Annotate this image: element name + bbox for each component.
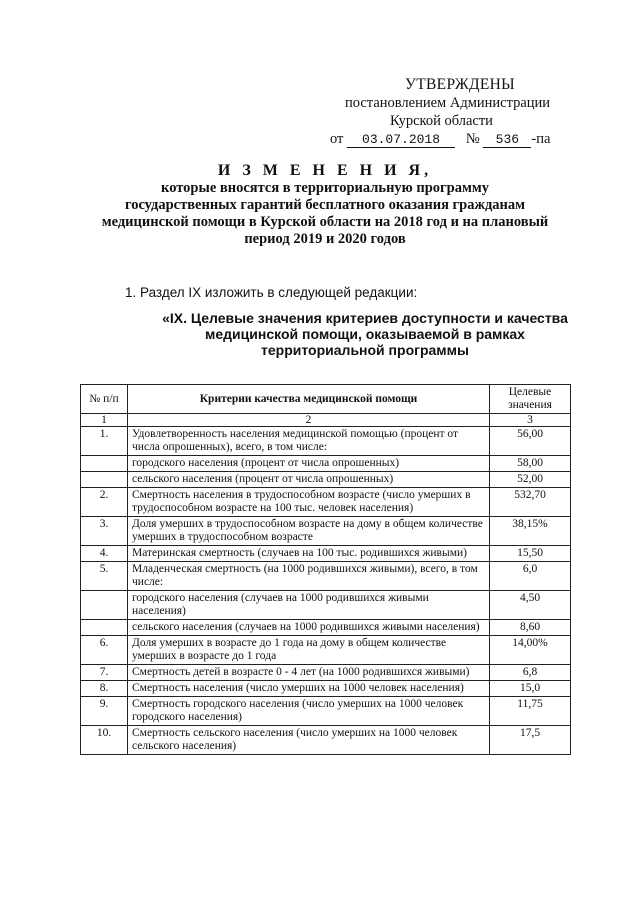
row-num: 2.: [81, 488, 128, 517]
table-row: [81, 726, 571, 755]
row-num: 5.: [81, 562, 128, 591]
heading-line: государственных гарантий бесплатного оказания гражданам: [124, 197, 526, 213]
approval-number-label: №: [465, 131, 480, 147]
row-criterion: городского населения (случаев на 1000 родившихся живыми населения): [128, 591, 490, 620]
table-row: [81, 517, 571, 546]
table-row: [81, 681, 571, 697]
row-num: [81, 472, 128, 488]
row-value: 4,50: [490, 591, 571, 620]
row-num: 3.: [81, 517, 128, 546]
approval-number: 536: [483, 132, 531, 148]
row-value: 6,8: [490, 665, 571, 681]
row-value: 14,00%: [490, 636, 571, 665]
row-criterion: Доля умерших в возрасте до 1 года на дому в общем количестве умерших в возрасте до 1 года: [128, 636, 490, 665]
heading-line: которые вносятся в территориальную программу: [161, 180, 489, 196]
heading-title: И З М Е Н Е Н И Я,: [217, 162, 433, 179]
row-num: [81, 591, 128, 620]
table-row: [81, 591, 571, 620]
table-row: [81, 620, 571, 636]
row-criterion: Смертность сельского населения (число умерших на 1000 человек сельского населения): [128, 726, 490, 755]
header-num: № п/п: [81, 385, 128, 414]
row-value: 15,50: [490, 546, 571, 562]
row-value: 56,00: [490, 427, 571, 456]
table-row: [81, 427, 571, 456]
row-num: 9.: [81, 697, 128, 726]
index-cell: 3: [490, 414, 571, 427]
row-num: [81, 456, 128, 472]
approval-from-label: от: [330, 131, 344, 147]
row-value: 6,0: [490, 562, 571, 591]
index-cell: 1: [81, 414, 128, 427]
approval-suffix: -па: [531, 131, 551, 147]
table-header-row: [81, 385, 571, 414]
document-heading: [80, 162, 570, 248]
heading-line: медицинской помощи в Курской области на 2018 год и на плановый: [101, 214, 549, 230]
row-num: 1.: [81, 427, 128, 456]
item-1-text: 1. Раздел IX изложить в следующей редакции:: [125, 285, 418, 300]
approval-date: 03.07.2018: [347, 132, 455, 148]
heading-line: период 2019 и 2020 годов: [244, 231, 406, 247]
header-value: Целевые значения: [490, 385, 571, 414]
table-row: [81, 472, 571, 488]
row-num: 4.: [81, 546, 128, 562]
row-value: 15,0: [490, 681, 571, 697]
section-title-line: медицинской помощи, оказываемой в рамках: [205, 326, 525, 342]
approval-date-line: [330, 130, 590, 148]
row-num: 6.: [81, 636, 128, 665]
approval-line-2: постановлением Администрации: [345, 95, 551, 111]
approval-title: УТВЕРЖДЕНЫ: [405, 76, 515, 93]
section-title-line: территориальной программы: [261, 342, 469, 358]
table-row: [81, 456, 571, 472]
table-row: [81, 488, 571, 517]
row-criterion: Материнская смертность (случаев на 100 тыс. родившихся живыми): [128, 546, 490, 562]
row-criterion: Удовлетворенность населения медицинской помощью (процент от числа опрошенных), всего, в том числе:: [128, 427, 490, 456]
row-value: 8,60: [490, 620, 571, 636]
row-num: 7.: [81, 665, 128, 681]
section-title-line: «IX. Целевые значения критериев доступности и качества: [162, 310, 568, 326]
table-row: [81, 562, 571, 591]
row-value: 52,00: [490, 472, 571, 488]
row-num: 10.: [81, 726, 128, 755]
row-criterion: Смертность населения (число умерших на 1000 человек населения): [128, 681, 490, 697]
section-title: [150, 310, 580, 358]
table-row: [81, 665, 571, 681]
table-body: [81, 427, 571, 755]
row-value: 38,15%: [490, 517, 571, 546]
row-value: 17,5: [490, 726, 571, 755]
row-num: [81, 620, 128, 636]
table-row: [81, 697, 571, 726]
header-criteria: Критерии качества медицинской помощи: [128, 385, 490, 414]
table-row: [81, 636, 571, 665]
approval-block: [330, 76, 590, 148]
row-criterion: сельского населения (случаев на 1000 родившихся живыми населения): [128, 620, 490, 636]
row-value: 58,00: [490, 456, 571, 472]
row-criterion: Смертность детей в возрасте 0 - 4 лет (на 1000 родившихся живыми): [128, 665, 490, 681]
table-row: [81, 546, 571, 562]
table-index-row: [81, 414, 571, 427]
row-value: 11,75: [490, 697, 571, 726]
row-criterion: городского населения (процент от числа опрошенных): [128, 456, 490, 472]
row-value: 532,70: [490, 488, 571, 517]
index-cell: 2: [128, 414, 490, 427]
row-criterion: Смертность городского населения (число умерших на 1000 человек городского населения): [128, 697, 490, 726]
row-criterion: Смертность населения в трудоспособном возрасте (число умерших в трудоспособном возрасте на 100 тыс. человек населения): [128, 488, 490, 517]
row-num: 8.: [81, 681, 128, 697]
approval-line-3: Курской области: [390, 113, 493, 129]
row-criterion: сельского населения (процент от числа опрошенных): [128, 472, 490, 488]
row-criterion: Младенческая смертность (на 1000 родившихся живыми), всего, в том числе:: [128, 562, 490, 591]
criteria-table: [80, 384, 571, 755]
row-criterion: Доля умерших в трудоспособном возрасте на дому в общем количестве умерших в трудоспособном возрасте: [128, 517, 490, 546]
